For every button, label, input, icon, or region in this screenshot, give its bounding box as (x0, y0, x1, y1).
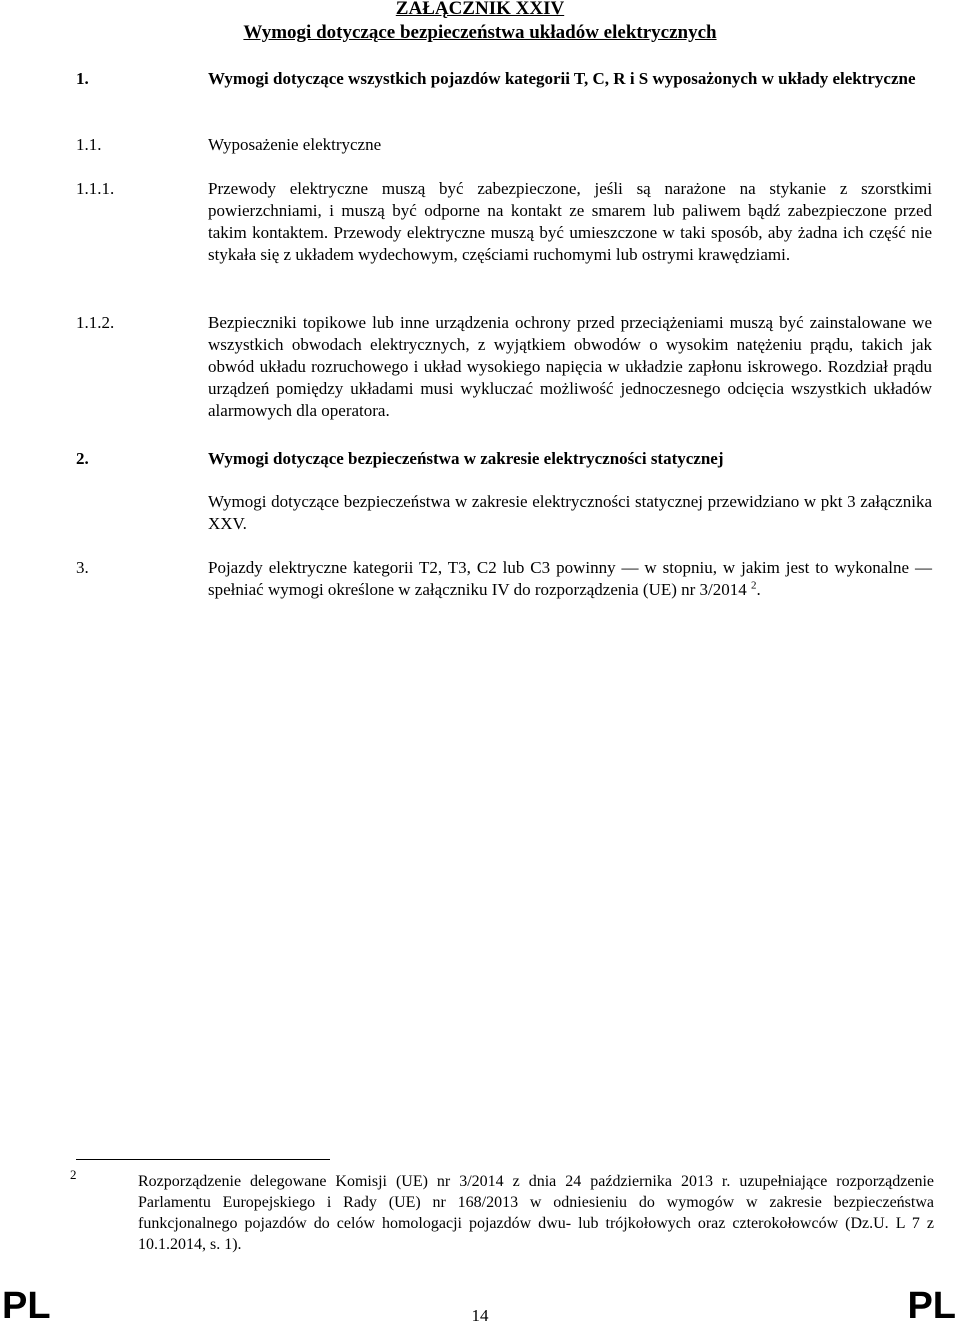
section-1-number: 1. (76, 69, 89, 88)
footnote-reference[interactable]: 2 (751, 579, 757, 592)
annex-subtitle: Wymogi dotyczące bezpieczeństwa układów elektrycznych (243, 22, 717, 43)
section-1-1-2-number: 1.1.2. (76, 313, 115, 332)
footnote-number: 2 (70, 1167, 77, 1182)
section-1-1-1-number: 1.1.1. (76, 179, 115, 198)
annex-title: ZAŁĄCZNIK XXIV (395, 0, 565, 19)
section-1-title: Wymogi dotyczące wszystkich pojazdów kategorii T, C, R i S wyposażonych w układy elektryczne (208, 69, 916, 88)
section-1-1-title: Wyposażenie elektryczne (208, 135, 382, 154)
section-2-title: Wymogi dotyczące bezpieczeństwa w zakresie elektryczności statycznej (208, 449, 724, 468)
language-code-left: PL (2, 1285, 51, 1327)
section-1-1-1-text: Przewody elektryczne muszą być zabezpieczone, jeśli są narażone na stykanie z szorstkimi powierzchniami, i muszą być odporne na kontakt ze smarem lub paliwem bądź zabezpieczone przed takim kontaktem. Przewody elektryczne muszą być umieszczone w taki sposób, aby żadna ich część nie stykała się z układem wydechowym, częściami ruchomymi lub ostrymi krawędziami. (208, 179, 932, 264)
section-1-1-number: 1.1. (76, 135, 102, 154)
footnote-divider (76, 1159, 330, 1160)
section-3-text-end: . (756, 580, 761, 599)
section-2-text: Wymogi dotyczące bezpieczeństwa w zakresie elektryczności statycznej przewidziano w pkt 3 załącznika XXV. (208, 492, 932, 533)
section-2-number: 2. (76, 449, 89, 468)
section-3-text: Pojazdy elektryczne kategorii T2, T3, C2 lub C3 powinny — w stopniu, w jakim jest to wykonalne — spełniać wymogi określone w załączniku IV do rozporządzenia (UE) nr 3/2014 (208, 558, 932, 599)
footnote-text: Rozporządzenie delegowane Komisji (UE) nr 3/2014 z dnia 24 października 2013 r. uzupełniające rozporządzenie Parlamentu Europejskiego i Rady (UE) nr 168/2013 w odniesieniu do wymogów w zakresie bezpieczeństwa funkcjonalnego pojazdów do celów homologacji pojazdów dwu- lub trójkołowych oraz czterokołowców (Dz.U. L 7 z 10.1.2014, s. 1). (138, 1173, 934, 1253)
section-3-number: 3. (76, 558, 89, 577)
section-1-1-2-text: Bezpieczniki topikowe lub inne urządzenia ochrony przed przeciążeniami muszą być zainstalowane we wszystkich obwodach elektrycznych, z wyjątkiem obwodów o wysokim natężeniu prądu, takich jak obwód układu rozruchowego i układ wysokiego napięcia w układzie zapłonu iskrowego. Rozdział prądu urządzeń pomiędzy układami musi wykluczać możliwość jednoczesnego odcięcia wszystkich układów alarmowych dla operatora. (208, 313, 932, 420)
page-number: 14 (471, 1306, 489, 1325)
language-code-right: PL (907, 1285, 956, 1327)
section-3-paragraph (208, 557, 932, 601)
